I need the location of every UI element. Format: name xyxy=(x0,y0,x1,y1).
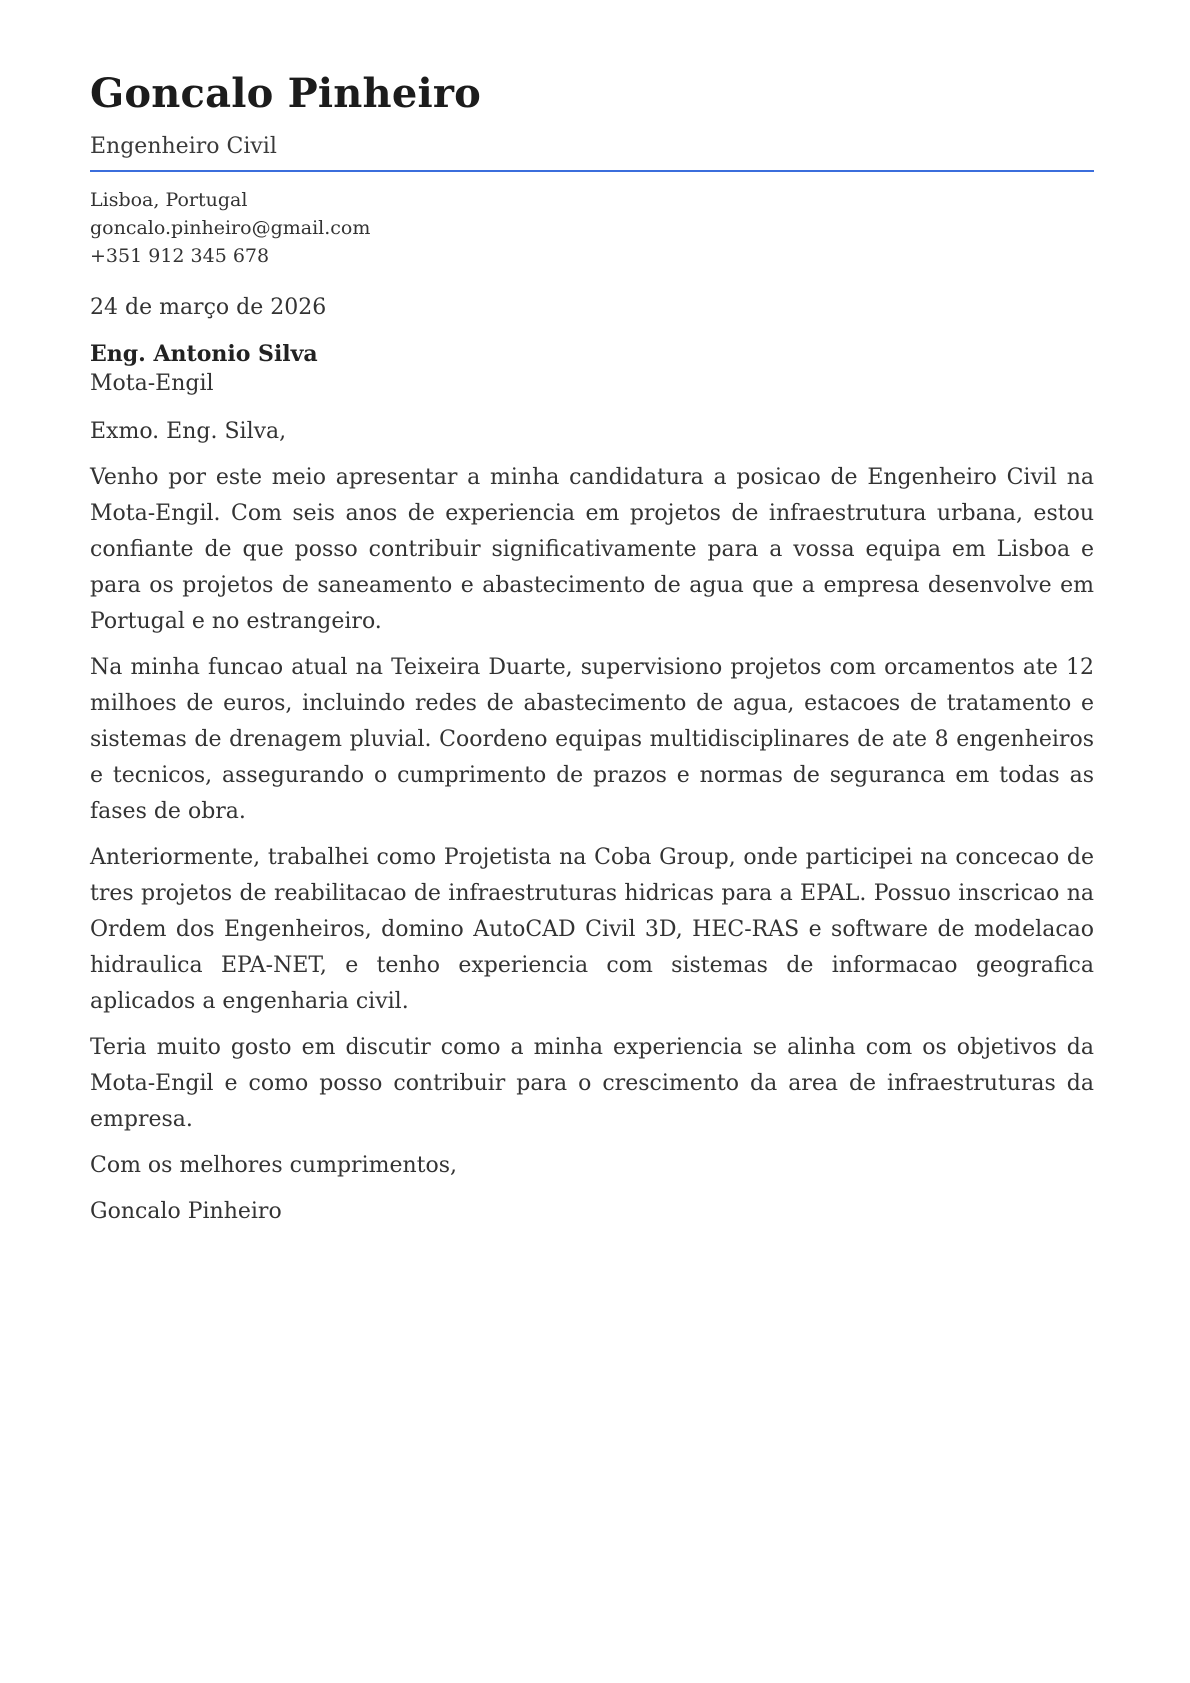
contact-location: Lisboa, Portugal xyxy=(90,189,248,211)
header-divider xyxy=(90,170,1094,172)
header-job-title: Engenheiro Civil xyxy=(90,134,277,159)
contact-phone: +351 912 345 678 xyxy=(90,245,270,267)
body-paragraph-3: Anteriormente, trabalhei como Projetista na Coba Group, onde participei na concecao de tres projetos de reabilitacao de infraestruturas hidricas para a EPAL. Possuo inscricao na Ordem dos Engenheiros, domino AutoCAD Civil 3D, HEC-RAS e software de modelacao hidraulica EPA-NET, e tenho experiencia com sistemas de informacao geografica aplicados a engenharia civil. xyxy=(90,845,1094,1014)
recipient-name: Eng. Antonio Silva xyxy=(90,341,318,367)
recipient-company: Mota-Engil xyxy=(90,371,214,396)
closing: Com os melhores cumprimentos, xyxy=(90,1153,458,1178)
body-paragraph-1: Venho por este meio apresentar a minha candidatura a posicao de Engenheiro Civil na Mota-Engil. Com seis anos de experiencia em projetos de infraestrutura urbana, estou confiante de que posso contribuir significativamente para a vossa equipa em Lisboa e para os projetos de saneamento e abastecimento de agua que a empresa desenvolve em Portugal e no estrangeiro. xyxy=(90,465,1094,634)
letter-date: 24 de março de 2026 xyxy=(90,295,327,320)
salutation: Exmo. Eng. Silva, xyxy=(90,419,287,444)
contact-block xyxy=(90,186,1094,270)
contact-email: goncalo.pinheiro@gmail.com xyxy=(90,217,371,239)
body-paragraph-2: Na minha funcao atual na Teixeira Duarte, supervisiono projetos com orcamentos ate 12 milhoes de euros, incluindo redes de abastecimento de agua, estacoes de tratamento e sistemas de drenagem pluvial. Coordeno equipas multidisciplinares de ate 8 engenheiros e tecnicos, assegurando o cumprimento de prazos e normas de seguranca em todas as fases de obra. xyxy=(90,655,1094,824)
signature: Goncalo Pinheiro xyxy=(90,1199,282,1224)
body-paragraph-4: Teria muito gosto em discutir como a minha experiencia se alinha com os objetivos da Mota-Engil e como posso contribuir para o crescimento da area de infraestruturas da empresa. xyxy=(90,1035,1094,1132)
recipient-block xyxy=(90,340,1094,398)
header-name: Goncalo Pinheiro xyxy=(90,70,482,117)
